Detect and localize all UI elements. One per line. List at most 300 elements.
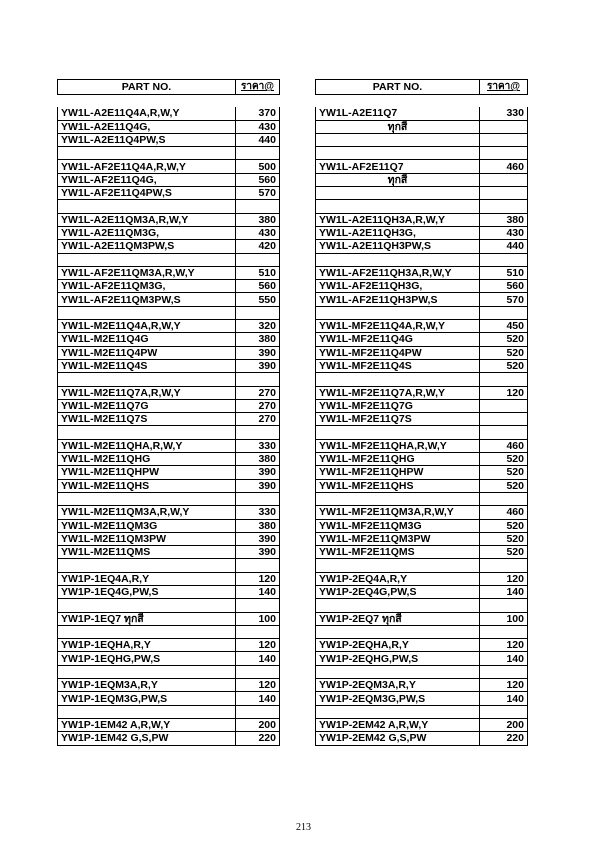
blank-cell [480, 306, 528, 319]
price-cell: 220 [236, 732, 280, 745]
blank-cell [236, 559, 280, 572]
blank-cell [58, 705, 236, 718]
table-row [316, 692, 528, 705]
table-row [58, 466, 280, 479]
blank-row [58, 665, 280, 678]
table-row [58, 173, 280, 186]
part-number-cell: YW1P-2EQHG,PW,S [316, 652, 480, 665]
table-row [58, 453, 280, 466]
table-row [316, 399, 528, 412]
empty-row [316, 133, 528, 146]
blank-cell [236, 147, 280, 160]
part-number-cell: YW1L-MF2E11Q4G [316, 333, 480, 346]
table-row [58, 692, 280, 705]
part-number-cell: YW1L-MF2E11QMS [316, 546, 480, 559]
part-number-cell: YW1P-2EQ4A,R,Y [316, 572, 480, 585]
blank-row [316, 559, 528, 572]
price-cell: 120 [480, 639, 528, 652]
table-row [58, 293, 280, 306]
blank-row [58, 625, 280, 638]
table-row [316, 386, 528, 399]
part-number-cell: YW1P-2EQM3G,PW,S [316, 692, 480, 705]
price-cell: 560 [236, 280, 280, 293]
blank-cell [480, 559, 528, 572]
price-cell: 390 [236, 479, 280, 492]
price-cell: 520 [480, 333, 528, 346]
price-cell: 140 [236, 585, 280, 598]
blank-cell [236, 492, 280, 505]
table-row [316, 333, 528, 346]
part-number-cell: YW1P-1EM42 A,R,W,Y [58, 718, 236, 731]
price-cell: 560 [480, 280, 528, 293]
price-cell: 120 [480, 572, 528, 585]
part-number-cell: YW1P-1EQ7 ทุกสี [58, 612, 236, 625]
table-row [316, 280, 528, 293]
price-cell: 520 [480, 359, 528, 372]
table-row [58, 532, 280, 545]
blank-cell [58, 373, 236, 386]
table-row [58, 240, 280, 253]
table-row [316, 160, 528, 173]
part-number-cell: YW1L-M2E11QM3A,R,W,Y [58, 506, 236, 519]
table-row [58, 226, 280, 239]
table-header [316, 80, 528, 95]
blank-cell [480, 665, 528, 678]
part-number-cell: YW1L-AF2E11QM3PW,S [58, 293, 236, 306]
table-row [316, 572, 528, 585]
part-number-cell: YW1L-MF2E11QHG [316, 453, 480, 466]
part-number-cell: YW1P-1EQHG,PW,S [58, 652, 236, 665]
part-number-cell: YW1L-M2E11QM3PW [58, 532, 236, 545]
price-cell: 520 [480, 479, 528, 492]
table-row [58, 333, 280, 346]
table-row [58, 386, 280, 399]
blank-row [316, 306, 528, 319]
empty-cell [316, 133, 480, 146]
blank-cell [236, 373, 280, 386]
spacer-cell [236, 95, 280, 108]
table-row [58, 187, 280, 200]
all-colors-note: ทุกสี [316, 120, 480, 133]
price-cell: 220 [480, 732, 528, 745]
table-row [316, 213, 528, 226]
price-cell: 140 [236, 692, 280, 705]
price-cell: 520 [480, 546, 528, 559]
price-cell: 100 [480, 612, 528, 625]
blank-row [58, 705, 280, 718]
table-header [58, 80, 280, 95]
spacer-cell [58, 95, 236, 108]
part-number-cell: YW1L-A2E11QM3PW,S [58, 240, 236, 253]
part-number-cell: YW1L-M2E11Q7G [58, 399, 236, 412]
price-cell: 510 [480, 266, 528, 279]
price-cell: 520 [480, 532, 528, 545]
table-row [58, 160, 280, 173]
part-number-cell: YW1L-M2E11QHS [58, 479, 236, 492]
table-row [316, 479, 528, 492]
price-cell: 330 [480, 107, 528, 120]
blank-cell [236, 665, 280, 678]
blank-row [316, 625, 528, 638]
table-row [58, 399, 280, 412]
price-cell: 120 [236, 639, 280, 652]
table-row [316, 506, 528, 519]
empty-cell [316, 147, 480, 160]
part-number-cell: YW1L-A2E11QH3A,R,W,Y [316, 213, 480, 226]
all-colors-note: ทุกสี [316, 173, 480, 186]
blank-cell [316, 200, 480, 213]
table-row [316, 413, 528, 426]
price-cell [480, 120, 528, 133]
table-row [316, 266, 528, 279]
part-number-cell: YW1L-M2E11QHPW [58, 466, 236, 479]
table-row [58, 133, 280, 146]
table-row [316, 359, 528, 372]
part-number-cell: YW1P-2EQM3A,R,Y [316, 679, 480, 692]
blank-cell [236, 625, 280, 638]
blank-cell [316, 492, 480, 505]
part-number-cell: YW1P-1EM42 G,S,PW [58, 732, 236, 745]
blank-cell [480, 625, 528, 638]
table-row [58, 519, 280, 532]
table-row [316, 346, 528, 359]
table-row [58, 652, 280, 665]
price-cell [480, 173, 528, 186]
price-cell: 430 [480, 226, 528, 239]
blank-cell [58, 559, 236, 572]
table-row [316, 240, 528, 253]
price-cell: 500 [236, 160, 280, 173]
blank-row [316, 492, 528, 505]
price-cell: 380 [236, 453, 280, 466]
price-cell: 460 [480, 160, 528, 173]
price-cell: 440 [236, 133, 280, 146]
blank-cell [58, 625, 236, 638]
price-cell: 380 [236, 213, 280, 226]
blank-row [316, 200, 528, 213]
part-number-cell: YW1L-MF2E11Q7S [316, 413, 480, 426]
blank-row [58, 253, 280, 266]
price-cell: 520 [480, 466, 528, 479]
table-row [316, 293, 528, 306]
blank-cell [58, 599, 236, 612]
table-row [58, 585, 280, 598]
empty-cell [480, 187, 528, 200]
spacer-cell [480, 95, 528, 108]
blank-cell [316, 559, 480, 572]
price-cell: 550 [236, 293, 280, 306]
table-row [316, 439, 528, 452]
price-cell: 380 [236, 519, 280, 532]
blank-row [316, 253, 528, 266]
part-number-cell: YW1L-M2E11Q7S [58, 413, 236, 426]
blank-cell [236, 426, 280, 439]
price-cell: 200 [480, 718, 528, 731]
part-number-cell: YW1L-M2E11QHG [58, 453, 236, 466]
blank-row [58, 559, 280, 572]
price-cell: 380 [480, 213, 528, 226]
blank-row [58, 492, 280, 505]
price-cell: 390 [236, 546, 280, 559]
blank-cell [316, 625, 480, 638]
empty-cell [480, 133, 528, 146]
price-cell: 140 [480, 692, 528, 705]
price-cell: 200 [236, 718, 280, 731]
part-number-cell: YW1L-A2E11QM3A,R,W,Y [58, 213, 236, 226]
blank-cell [316, 705, 480, 718]
part-number-cell: YW1P-2EQHA,R,Y [316, 639, 480, 652]
part-number-cell: YW1L-MF2E11Q7A,R,W,Y [316, 386, 480, 399]
price-cell: 270 [236, 413, 280, 426]
table-row [58, 413, 280, 426]
blank-cell [316, 253, 480, 266]
price-cell: 520 [480, 346, 528, 359]
price-cell: 380 [236, 333, 280, 346]
price-cell: 270 [236, 399, 280, 412]
part-number-cell: YW1L-A2E11Q4PW,S [58, 133, 236, 146]
blank-cell [58, 306, 236, 319]
table-row [316, 732, 528, 745]
part-number-cell: YW1L-MF2E11QM3A,R,W,Y [316, 506, 480, 519]
table-row [58, 479, 280, 492]
part-number-cell: YW1L-AF2E11Q4PW,S [58, 187, 236, 200]
price-cell: 390 [236, 532, 280, 545]
blank-cell [58, 665, 236, 678]
part-number-cell: YW1L-M2E11Q4G [58, 333, 236, 346]
table-row [58, 266, 280, 279]
part-number-cell: YW1P-2EQ4G,PW,S [316, 585, 480, 598]
price-cell: 320 [236, 320, 280, 333]
table-row [58, 572, 280, 585]
blank-cell [480, 599, 528, 612]
part-number-cell: YW1P-2EQ7 ทุกสี [316, 612, 480, 625]
table-row [316, 585, 528, 598]
table-row [58, 213, 280, 226]
part-no-header: PART NO. [316, 80, 480, 95]
blank-cell [316, 599, 480, 612]
part-number-cell: YW1L-MF2E11QHS [316, 479, 480, 492]
spacer-row [316, 95, 528, 108]
blank-cell [480, 426, 528, 439]
table-row [316, 226, 528, 239]
part-number-cell: YW1P-1EQ4A,R,Y [58, 572, 236, 585]
part-number-cell: YW1L-AF2E11Q4A,R,W,Y [58, 160, 236, 173]
part-number-cell: YW1L-A2E11QM3G, [58, 226, 236, 239]
price-cell: 430 [236, 226, 280, 239]
part-number-cell: YW1L-M2E11QM3G [58, 519, 236, 532]
price-cell: 460 [480, 506, 528, 519]
blank-cell [236, 306, 280, 319]
price-cell: 460 [480, 439, 528, 452]
blank-row [316, 665, 528, 678]
empty-cell [480, 147, 528, 160]
price-cell: 420 [236, 240, 280, 253]
blank-row [58, 426, 280, 439]
blank-cell [58, 426, 236, 439]
table-row [316, 639, 528, 652]
table-row [316, 519, 528, 532]
price-cell: 570 [480, 293, 528, 306]
blank-row [316, 705, 528, 718]
blank-cell [316, 306, 480, 319]
part-number-cell: YW1L-AF2E11QM3G, [58, 280, 236, 293]
part-number-cell: YW1L-M2E11Q4PW [58, 346, 236, 359]
price-cell: 120 [480, 386, 528, 399]
blank-cell [236, 705, 280, 718]
price-cell: 330 [236, 506, 280, 519]
price-cell: 140 [480, 652, 528, 665]
blank-cell [480, 253, 528, 266]
part-number-cell: YW1L-M2E11Q4A,R,W,Y [58, 320, 236, 333]
blank-cell [480, 492, 528, 505]
spacer-row [58, 95, 280, 108]
table-row [58, 718, 280, 731]
blank-cell [58, 147, 236, 160]
note-row [316, 173, 528, 186]
price-cell: 430 [236, 120, 280, 133]
blank-cell [236, 253, 280, 266]
blank-row [58, 147, 280, 160]
table-row [316, 718, 528, 731]
part-number-cell: YW1L-AF2E11Q7 [316, 160, 480, 173]
table-row [58, 320, 280, 333]
blank-row [58, 200, 280, 213]
part-number-cell: YW1L-MF2E11QM3G [316, 519, 480, 532]
page-number: 213 [296, 822, 311, 833]
price-cell: 330 [236, 439, 280, 452]
price-cell: 270 [236, 386, 280, 399]
note-row [316, 120, 528, 133]
part-number-cell: YW1L-MF2E11Q7G [316, 399, 480, 412]
table-row [58, 120, 280, 133]
part-number-cell: YW1L-AF2E11QH3A,R,W,Y [316, 266, 480, 279]
price-header: ราคา@ [236, 80, 280, 95]
part-number-cell: YW1L-MF2E11Q4A,R,W,Y [316, 320, 480, 333]
table-row [316, 546, 528, 559]
part-number-cell: YW1L-MF2E11Q4PW [316, 346, 480, 359]
part-number-cell: YW1L-AF2E11Q4G, [58, 173, 236, 186]
part-no-header: PART NO. [58, 80, 236, 95]
price-cell [480, 413, 528, 426]
left-price-table [57, 79, 280, 746]
part-number-cell: YW1P-2EM42 A,R,W,Y [316, 718, 480, 731]
blank-cell [316, 426, 480, 439]
table-row [316, 107, 528, 120]
empty-cell [316, 187, 480, 200]
blank-cell [236, 200, 280, 213]
part-number-cell: YW1L-AF2E11QH3G, [316, 280, 480, 293]
table-row [316, 652, 528, 665]
price-cell: 440 [480, 240, 528, 253]
price-cell: 390 [236, 346, 280, 359]
table-row [58, 280, 280, 293]
empty-row [316, 147, 528, 160]
part-number-cell: YW1L-M2E11QHA,R,W,Y [58, 439, 236, 452]
price-cell: 390 [236, 359, 280, 372]
price-cell: 140 [236, 652, 280, 665]
blank-cell [316, 665, 480, 678]
table-row [58, 107, 280, 120]
spacer-cell [316, 95, 480, 108]
part-number-cell: YW1L-AF2E11QM3A,R,W,Y [58, 266, 236, 279]
table-row [58, 346, 280, 359]
blank-row [58, 599, 280, 612]
blank-cell [58, 253, 236, 266]
price-cell: 370 [236, 107, 280, 120]
price-cell: 450 [480, 320, 528, 333]
price-header: ราคา@ [480, 80, 528, 95]
table-row [58, 546, 280, 559]
empty-row [316, 187, 528, 200]
price-cell: 100 [236, 612, 280, 625]
blank-row [58, 373, 280, 386]
part-number-cell: YW1P-1EQ4G,PW,S [58, 585, 236, 598]
part-number-cell: YW1L-MF2E11Q4S [316, 359, 480, 372]
part-number-cell: YW1L-MF2E11QHA,R,W,Y [316, 439, 480, 452]
price-cell: 140 [480, 585, 528, 598]
part-number-cell: YW1L-MF2E11QHPW [316, 466, 480, 479]
price-cell [480, 399, 528, 412]
blank-cell [58, 200, 236, 213]
blank-cell [316, 373, 480, 386]
table-row [58, 679, 280, 692]
blank-cell [236, 599, 280, 612]
right-price-table [315, 79, 528, 746]
table-row [58, 612, 280, 625]
blank-row [316, 373, 528, 386]
part-number-cell: YW1L-A2E11Q4G, [58, 120, 236, 133]
blank-cell [480, 705, 528, 718]
part-number-cell: YW1L-AF2E11QH3PW,S [316, 293, 480, 306]
part-number-cell: YW1P-2EM42 G,S,PW [316, 732, 480, 745]
blank-row [58, 306, 280, 319]
part-number-cell: YW1L-A2E11Q4A,R,W,Y [58, 107, 236, 120]
table-row [58, 359, 280, 372]
table-row [58, 506, 280, 519]
part-number-cell: YW1L-M2E11QMS [58, 546, 236, 559]
part-number-cell: YW1L-M2E11Q7A,R,W,Y [58, 386, 236, 399]
price-cell: 120 [236, 679, 280, 692]
part-number-cell: YW1L-A2E11QH3PW,S [316, 240, 480, 253]
table-row [316, 453, 528, 466]
table-row [316, 532, 528, 545]
price-cell: 560 [236, 173, 280, 186]
part-number-cell: YW1P-1EQHA,R,Y [58, 639, 236, 652]
price-cell: 510 [236, 266, 280, 279]
price-cell: 570 [236, 187, 280, 200]
part-number-cell: YW1L-MF2E11QM3PW [316, 532, 480, 545]
blank-cell [480, 200, 528, 213]
blank-cell [58, 492, 236, 505]
table-row [58, 639, 280, 652]
price-cell: 120 [480, 679, 528, 692]
price-cell: 390 [236, 466, 280, 479]
blank-cell [480, 373, 528, 386]
table-row [316, 320, 528, 333]
part-number-cell: YW1L-M2E11Q4S [58, 359, 236, 372]
part-number-cell: YW1P-1EQM3G,PW,S [58, 692, 236, 705]
price-cell: 520 [480, 519, 528, 532]
table-row [58, 439, 280, 452]
price-cell: 520 [480, 453, 528, 466]
table-row [316, 679, 528, 692]
blank-row [316, 599, 528, 612]
part-number-cell: YW1L-A2E11Q7 [316, 107, 480, 120]
table-row [316, 466, 528, 479]
table-row [316, 612, 528, 625]
part-number-cell: YW1P-1EQM3A,R,Y [58, 679, 236, 692]
part-number-cell: YW1L-A2E11QH3G, [316, 226, 480, 239]
